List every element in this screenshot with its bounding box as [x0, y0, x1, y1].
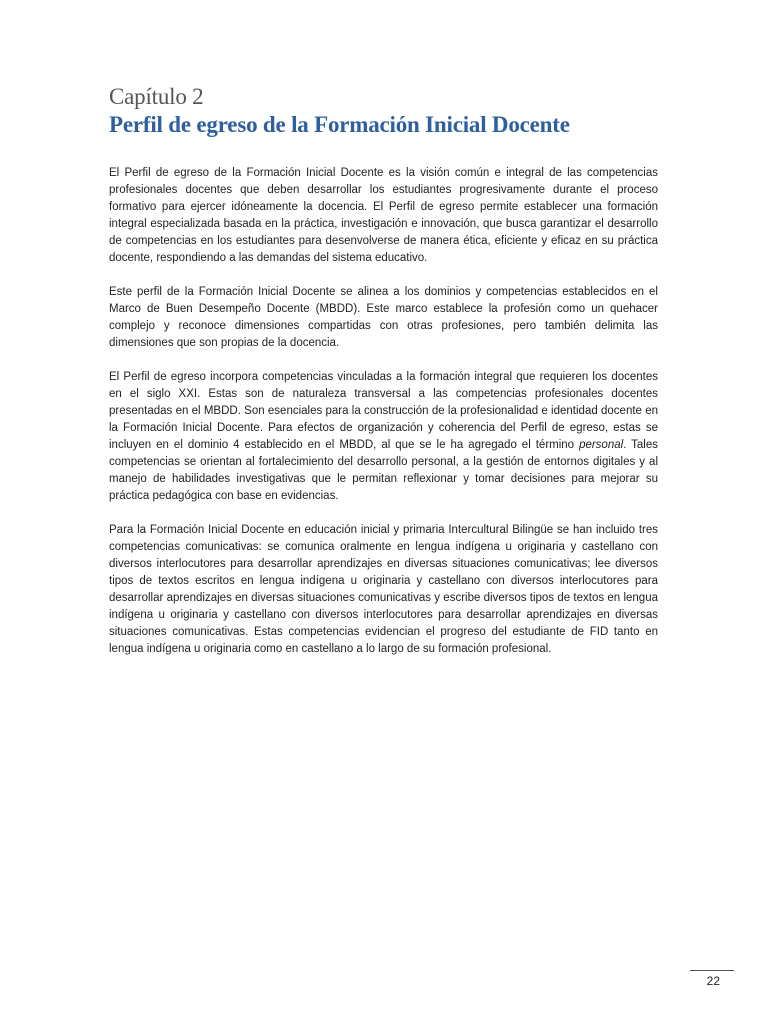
footer-rule — [690, 970, 734, 971]
paragraph-3 — [109, 369, 658, 505]
paragraph-3-italic-term: personal — [579, 439, 624, 451]
chapter-title: Perfil de egreso de la Formación Inicial Docente — [109, 112, 570, 137]
paragraph-2: Este perfil de la Formación Inicial Docente se alinea a los dominios y competencias establecidos en el Marco de Buen Desempeño Docente (MBDD). Este marco establece la profesión como un quehacer complejo y reconoce dimensiones compartidas con otras profesiones, pero también delimita las dimensiones que son propias de la docencia. — [109, 286, 658, 349]
chapter-label: Capítulo 2 — [109, 84, 204, 109]
paragraph-3-part-1: El Perfil de egreso incorpora competencias vinculadas a la formación integral que requieren los docentes en el siglo XXI. Estas son de naturaleza transversal a las competencias profesionales docentes presentadas en el MBDD. Son esenciales para la construcción de la profesionalidad e identidad docente en la Formación Inicial Docente. Para efectos de organización y coherencia del Perfil de egreso, estas se incluyen en el dominio 4 establecido en el MBDD, al que se le ha agregado el término — [109, 371, 658, 451]
body-text — [109, 165, 658, 675]
paragraph-3-part-2: . Tales competencias se orientan al fortalecimiento del desarrollo personal, a la gestión de entornos digitales y al manejo de habilidades investigativas que le permitan reflexionar y tomar decisiones para mejorar su práctica pedagógica con base en evidencias. — [109, 439, 658, 502]
paragraph-1: El Perfil de egreso de la Formación Inicial Docente es la visión común e integral de las competencias profesionales docentes que deben desarrollar los estudiantes progresivamente durante el proceso formativo para ejercer idóneamente la docencia. El Perfil de egreso permite establecer una formación integral especializada basada en la práctica, investigación e innovación, que busca garantizar el desarrollo de competencias en los estudiantes para desenvolverse de manera ética, eficiente y eficaz en su práctica docente, respondiendo a las demandas del sistema educativo. — [109, 167, 658, 264]
page-number: 22 — [706, 974, 720, 988]
paragraph-4: Para la Formación Inicial Docente en educación inicial y primaria Intercultural Bilingüe se han incluido tres competencias comunicativas: se comunica oralmente en lengua indígena u originaria y castellano con diversos interlocutores para desarrollar aprendizajes en diversas situaciones comunicativas; lee diversos tipos de textos escritos en lengua indígena u originaria y castellano con diversos interlocutores para desarrollar aprendizajes en diversas situaciones comunicativas y escribe diversos tipos de textos en lengua indígena u originaria y castellano con diversos interlocutores para desarrollar aprendizajes en diversas situaciones comunicativas. Estas competencias evidencian el progreso del estudiante de FID tanto en lengua indígena u originaria como en castellano a lo largo de su formación profesional. — [109, 524, 658, 655]
